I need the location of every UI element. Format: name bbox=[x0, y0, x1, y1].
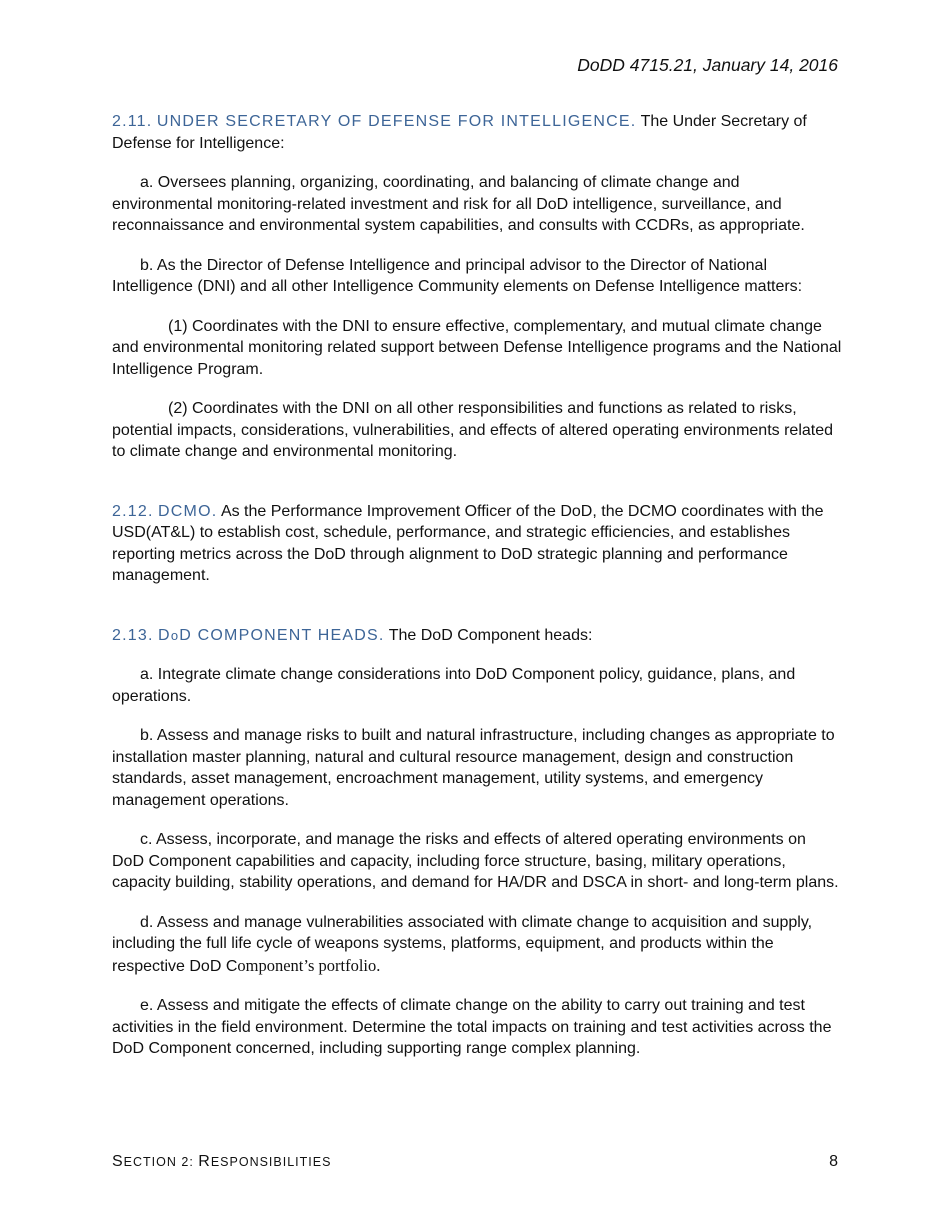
footer-r: R bbox=[198, 1153, 211, 1170]
footer-section-mid: ECTION 2: bbox=[123, 1155, 199, 1169]
paragraph-d-main: d. Assess and manage vulnerabilities associated with climate change to acquisition and supply, including the full life cycle of weapons systems, platforms, equipment, and products within the respective DoD C bbox=[112, 913, 813, 975]
section-title: DCMO. bbox=[158, 502, 218, 520]
paragraph-2-11-a: a. Oversees planning, organizing, coordinating, and balancing of climate change and environmental monitoring-related investment and risk for all DoD intelligence, surveillance, and reconnaissance and environmental system capabilities, and consults with CCDRs, as appropriate. bbox=[112, 174, 805, 234]
document-reference-header: DoDD 4715.21, January 14, 2016 bbox=[577, 55, 838, 75]
paragraph-2-13-b: b. Assess and manage risks to built and natural infrastructure, including changes as appropriate to installation master planning, natural and cultural resource management, design and construction standards, asset management, encroachment management, utility systems, and emergency management operations. bbox=[112, 727, 835, 809]
paragraph-2-13-a: a. Integrate climate change considerations into DoD Component policy, guidance, plans, and operations. bbox=[112, 666, 796, 705]
paragraph-2-11-b-2: (2) Coordinates with the DNI on all other responsibilities and functions as related to risks, potential impacts, considerations, vulnerabilities, and effects of altered operating environments related to climate change and environmental monitoring. bbox=[112, 400, 834, 460]
section-number: 2.13. bbox=[112, 626, 154, 644]
paragraph-d-tail: omponent’s portfolio. bbox=[237, 955, 381, 975]
title-prefix: D bbox=[158, 626, 171, 644]
paragraph-2-13-e: e. Assess and mitigate the effects of climate change on the ability to carry out training and test activities in the field environment. Determine the total impacts on training and test activities across the DoD Component concerned, including supporting range complex planning. bbox=[112, 997, 832, 1057]
section-2-13-heading bbox=[112, 625, 842, 647]
footer-section-end: ESPONSIBILITIES bbox=[210, 1155, 332, 1169]
paragraph-2-11-b-1: (1) Coordinates with the DNI to ensure effective, complementary, and mutual climate change and environmental monitoring related support between Defense Intelligence programs and the National Intelligence Program. bbox=[112, 317, 842, 378]
section-2-11-heading bbox=[112, 111, 842, 154]
paragraph-2-13-d bbox=[112, 912, 842, 978]
title-small: o bbox=[170, 627, 180, 643]
section-intro: The Under Secretary of Defense for Intelligence: bbox=[112, 113, 807, 152]
section-number: 2.11. bbox=[112, 113, 153, 130]
page-number: 8 bbox=[829, 1153, 838, 1170]
section-text: As the Performance Improvement Officer of the DoD, the DCMO coordinates with the USD(AT&L) to establish cost, schedule, performance, and strategic efficiencies, and establishes reporting metrics across the DoD through alignment to DoD strategic planning and performance management. bbox=[112, 502, 824, 584]
paragraph-2-11-b: b. As the Director of Defense Intelligence and principal advisor to the Director of National Intelligence (DNI) and all other Intelligence Community elements on Defense Intelligence matters: bbox=[112, 256, 803, 295]
title-rest: D COMPONENT HEADS. bbox=[179, 626, 385, 644]
section-intro: The DoD Component heads: bbox=[388, 626, 593, 644]
section-number: 2.12. bbox=[112, 502, 154, 520]
page-body bbox=[112, 111, 842, 1060]
section-title: UNDER SECRETARY OF DEFENSE FOR INTELLIGENCE. bbox=[156, 113, 637, 130]
footer-s: S bbox=[112, 1153, 124, 1170]
section-title bbox=[158, 627, 385, 644]
section-2-12-heading bbox=[112, 501, 842, 587]
paragraph-2-13-c: c. Assess, incorporate, and manage the risks and effects of altered operating environments on DoD Component capabilities and capacity, including force structure, basing, military operations, capacity building, stability operations, and demand for HA/DR and DSCA in short- and long-term plans. bbox=[112, 831, 839, 891]
footer-section-label bbox=[112, 1153, 331, 1171]
